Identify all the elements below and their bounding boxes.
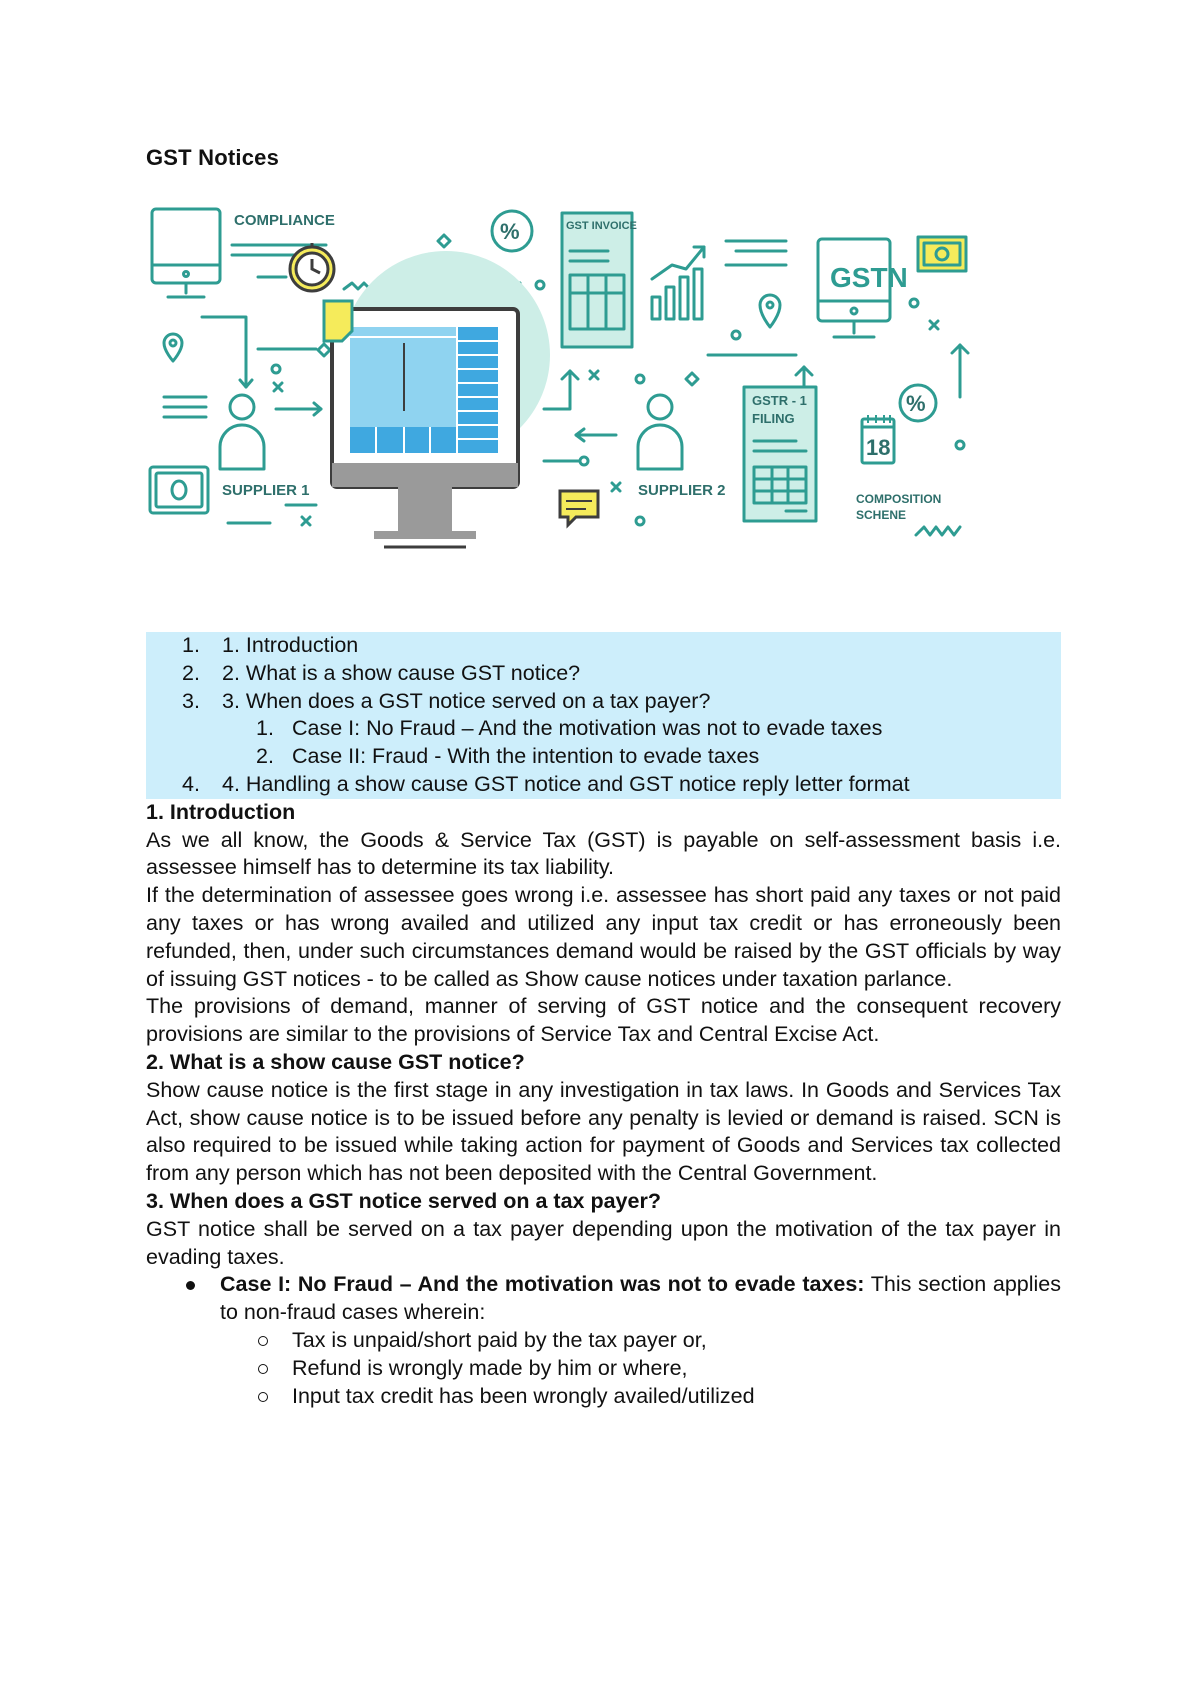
- case-1-item: Case I: No Fraud – And the motivation was not to evade taxes: This section applies to non-fraud cases wherein:: [146, 1271, 1061, 1327]
- intro-paragraph-1: As we all know, the Goods & Service Tax (GST) is payable on self-assessment basis i.e. assessee himself has to determine its tax liability.: [146, 827, 1061, 880]
- gst-invoice-label: GST INVOICE: [566, 220, 637, 232]
- supplier2-person-icon: [638, 395, 682, 469]
- compliance-label: COMPLIANCE: [234, 212, 335, 229]
- growth-chart-icon: [652, 247, 704, 319]
- location-pin-icon: [160, 305, 184, 365]
- toc-subitem[interactable]: 2. Case II: Fraud - With the intention to evade taxes: [256, 744, 760, 769]
- case-1-subbullets: [146, 1327, 1061, 1410]
- when-paragraph-1: GST notice shall be served on a tax payer depending upon the motivation of the tax payer in evading taxes.: [146, 1216, 1061, 1269]
- toc-item[interactable]: 4. 4. Handling a show cause GST notice and GST notice reply letter format: [182, 771, 910, 796]
- gstn-logo-text: GSTN: [830, 262, 908, 293]
- central-monitor-icon: [332, 309, 518, 547]
- toc-item[interactable]: 3. 3. When does a GST notice served on a tax payer?: [182, 688, 711, 713]
- filing-label: FILING: [752, 411, 795, 426]
- sticky-note-icon: [324, 301, 352, 341]
- gst-invoice-document-icon: [562, 213, 632, 347]
- section-heading-when: 3. When does a GST notice served on a tax payer?: [146, 1188, 661, 1213]
- document-body: [146, 632, 1061, 1410]
- document-title: GST Notices: [146, 145, 280, 170]
- calendar-day-label: 18: [866, 435, 891, 460]
- list-item: Tax is unpaid/short paid by the tax payer or,: [146, 1327, 1061, 1355]
- clock-icon: [290, 243, 334, 291]
- location-pin-icon-2: [760, 295, 780, 327]
- gstr-label: GSTR - 1: [752, 393, 807, 408]
- toc-item[interactable]: 1. 1. Introduction: [182, 633, 359, 657]
- scheme-label: SCHENE: [856, 508, 907, 522]
- list-item: Input tax credit has been wrongly availed/utilized: [146, 1383, 1061, 1411]
- supplier1-person-icon: [220, 395, 264, 469]
- what-paragraph-1: Show cause notice is the first stage in any investigation in tax laws. In Goods and Services Tax Act, show cause notice is to be issued before any penalty is levied or demand is raised. SCN is also required to be issued while taking action for payment of Goods and Services tax collected from any person which has not been deposited with the Central Government.: [146, 1077, 1061, 1186]
- case-list: [146, 1271, 1061, 1327]
- section-heading-introduction: 1. Introduction: [146, 799, 296, 824]
- supplier2-label: SUPPLIER 2: [638, 482, 726, 499]
- supplier1-label: SUPPLIER 1: [222, 482, 310, 499]
- circle-bullet-icon: [258, 1392, 268, 1402]
- intro-paragraph-3: The provisions of demand, manner of serving of GST notice and the consequent recovery provisions are similar to the provisions of Service Tax and Central Excise Act.: [146, 994, 1061, 1047]
- percent-label: %: [500, 219, 520, 244]
- cash-note-icon: [150, 467, 208, 513]
- section-heading-what-is: 2. What is a show cause GST notice?: [146, 1049, 525, 1074]
- desktop-monitor-icon: [152, 209, 220, 297]
- gst-illustration: [146, 205, 1066, 605]
- intro-paragraph-2: If the determination of assessee goes wrong i.e. assessee has short paid any taxes or not paid any taxes or has wrong availed and utilized any input tax credit or has erroneously been refunded, then, under such circumstances demand would be raised by the GST officials by way of issuing GST notices - to be called as Show cause notices under taxation parlance.: [146, 883, 1061, 991]
- cash-note-icon-2: [918, 237, 966, 271]
- toc-subitem[interactable]: 1. Case I: No Fraud – And the motivation was not to evade taxes: [256, 716, 883, 741]
- toc-item[interactable]: 2. 2. What is a show cause GST notice?: [182, 660, 581, 685]
- composition-label: COMPOSITION: [856, 492, 942, 506]
- list-item: Refund is wrongly made by him or where,: [146, 1355, 1061, 1383]
- circle-bullet-icon: [258, 1336, 268, 1346]
- circle-bullet-icon: [258, 1364, 268, 1374]
- percent-label-2: %: [906, 391, 926, 416]
- table-of-contents: [146, 632, 1061, 799]
- bullet-icon: [186, 1281, 195, 1290]
